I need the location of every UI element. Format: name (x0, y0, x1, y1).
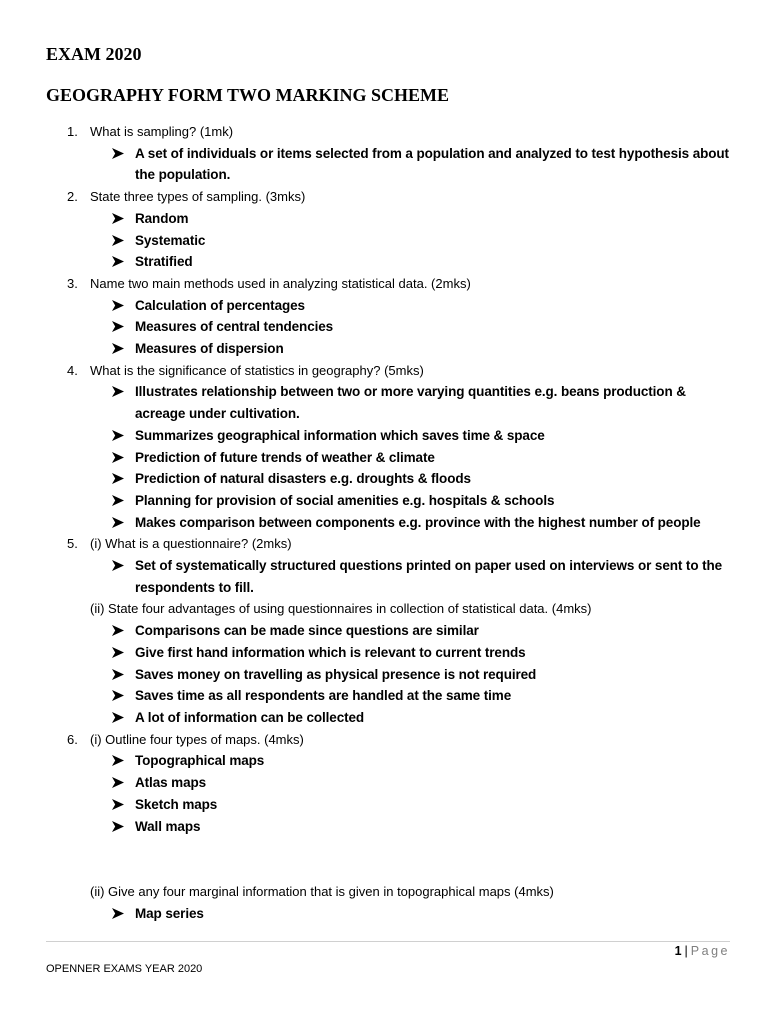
arrow-bullet-icon (112, 647, 124, 658)
arrow-bullet-icon (112, 430, 124, 441)
answer-text: Measures of central tendencies (135, 319, 334, 335)
arrow-bullet-icon (112, 799, 124, 810)
arrow-bullet-icon (112, 517, 124, 528)
answer-item (0, 208, 735, 230)
answer-item (0, 642, 735, 664)
arrow-bullet-icon (112, 755, 124, 766)
answer-item (0, 381, 735, 424)
answer-text: Calculation of percentages (135, 297, 305, 313)
answer-item (0, 490, 735, 512)
answer-item (0, 772, 735, 794)
arrow-bullet-icon (112, 386, 124, 397)
answer-text: Prediction of future trends of weather & climate (135, 449, 435, 465)
answer-text: Map series (135, 905, 204, 921)
arrow-bullet-icon (112, 473, 124, 484)
answer-text: Random (135, 210, 189, 226)
question-number: 1. (67, 124, 78, 139)
question-text: What is sampling? (1mk) (90, 124, 234, 139)
answer-text: Makes comparison between components e.g. province with the highest number of people (135, 514, 701, 530)
question-number: 2. (67, 189, 78, 205)
answer-text: Planning for provision of social amenities e.g. hospitals & schools (135, 492, 555, 508)
question-text: Name two main methods used in analyzing statistical data. (2mks) (90, 275, 471, 291)
answer-item (0, 685, 735, 707)
arrow-bullet-icon (112, 213, 124, 224)
question-item (0, 121, 740, 143)
answer-item (0, 295, 735, 317)
answer-text: Topographical maps (135, 753, 265, 769)
question-item (0, 186, 740, 208)
exam-title: EXAM 2020 (46, 44, 142, 64)
blank-space (0, 837, 768, 881)
answer-item (0, 468, 735, 490)
arrow-bullet-icon (112, 148, 124, 159)
arrow-bullet-icon (112, 235, 124, 246)
answer-text: Summarizes geographical information which saves time & space (135, 427, 545, 443)
arrow-bullet-icon (112, 452, 124, 463)
arrow-bullet-icon (112, 669, 124, 680)
answer-text: Prediction of natural disasters e.g. droughts & floods (135, 471, 471, 487)
answer-text: Wall maps (135, 818, 201, 834)
arrow-bullet-icon (112, 560, 124, 571)
answer-item (0, 512, 735, 534)
answer-item (0, 903, 735, 925)
answer-text: A lot of information can be collected (135, 709, 365, 725)
footer-text: OPENNER EXAMS YEAR 2020 (46, 963, 203, 975)
answer-text: Systematic (135, 232, 206, 248)
answer-text: Atlas maps (135, 775, 207, 791)
answer-item (0, 555, 735, 598)
answer-item (0, 230, 735, 252)
answer-text: Sketch maps (135, 796, 218, 812)
sub-question-text: (ii) Give any four marginal information that is given in topographical maps (4mks) (90, 884, 554, 900)
question-number: 5. (67, 536, 78, 552)
document-subtitle: GEOGRAPHY FORM TWO MARKING SCHEME (46, 85, 450, 105)
answer-text: A set of individuals or items selected from a population and analyzed to test hypothesis about the population. (135, 145, 729, 183)
question-item (0, 360, 740, 382)
answer-text: Illustrates relationship between two or more varying quantities e.g. beans production & acreage under cultivation. (135, 384, 686, 422)
arrow-bullet-icon (112, 495, 124, 506)
question-number: 4. (67, 362, 78, 378)
arrow-bullet-icon (112, 777, 124, 788)
page-number-separator: | (684, 944, 688, 958)
question-text: (i) Outline four types of maps. (4mks) (90, 731, 304, 747)
answer-text: Give first hand information which is relevant to current trends (135, 644, 526, 660)
question-text: State three types of sampling. (3mks) (90, 189, 306, 205)
answer-item (0, 143, 735, 186)
answer-item (0, 447, 735, 469)
answer-text: Saves time as all respondents are handled at the same time (135, 688, 512, 704)
question-number: 6. (67, 731, 78, 747)
answer-item (0, 707, 735, 729)
page-number-word: Page (690, 944, 730, 958)
page-number-value: 1 (674, 944, 682, 958)
question-number: 3. (67, 275, 78, 291)
answer-item (0, 794, 735, 816)
answer-item (0, 425, 735, 447)
answer-item (0, 750, 735, 772)
marking-scheme-list (0, 121, 768, 925)
arrow-bullet-icon (112, 908, 124, 919)
page-number (675, 943, 730, 959)
footer-divider (46, 941, 730, 942)
answer-item (0, 816, 735, 838)
question-item (0, 729, 740, 751)
arrow-bullet-icon (112, 343, 124, 354)
answer-item (0, 620, 735, 642)
question-text: What is the significance of statistics in geography? (5mks) (90, 362, 424, 378)
answer-text: Saves money on travelling as physical presence is not required (135, 666, 537, 682)
arrow-bullet-icon (112, 300, 124, 311)
answer-text: Measures of dispersion (135, 341, 284, 357)
answer-item (0, 251, 735, 273)
arrow-bullet-icon (112, 712, 124, 723)
arrow-bullet-icon (112, 821, 124, 832)
answer-text: Comparisons can be made since questions are similar (135, 623, 479, 639)
arrow-bullet-icon (112, 625, 124, 636)
arrow-bullet-icon (112, 690, 124, 701)
answer-text: Set of systematically structured questions printed on paper used on interviews or sent to the respondents to fill. (135, 558, 723, 595)
question-item (0, 273, 740, 295)
answer-item (0, 316, 735, 338)
arrow-bullet-icon (112, 256, 124, 267)
answer-item (0, 338, 735, 360)
answer-text: Stratified (135, 254, 193, 270)
sub-question-text: (ii) State four advantages of using questionnaires in collection of statistical data. (4mks) (90, 601, 592, 617)
question-text: (i) What is a questionnaire? (2mks) (90, 536, 292, 552)
question-item (0, 533, 740, 555)
arrow-bullet-icon (112, 321, 124, 332)
answer-item (0, 664, 735, 686)
